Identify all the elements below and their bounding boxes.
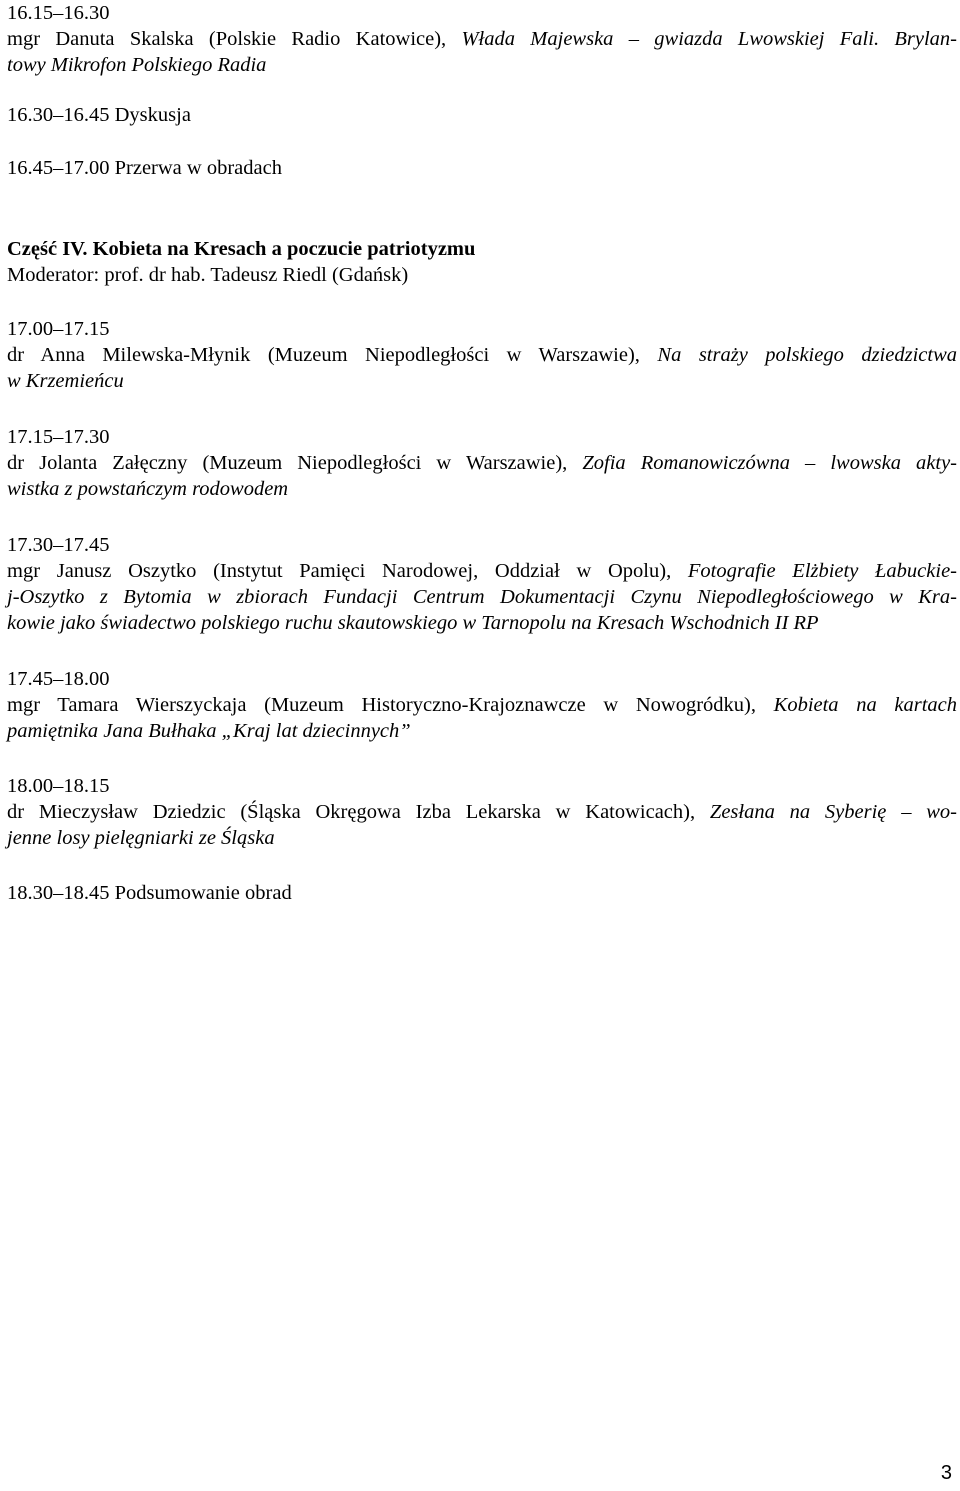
talk-title-continued: towy Mikrofon Polskiego Radia — [7, 54, 267, 76]
program-item — [7, 0, 959, 78]
program-item-description — [7, 342, 957, 368]
program-item-summary — [7, 880, 959, 906]
talk-title-continued: pamiętnika Jana Bułhaka „Kraj lat dziecinnych” — [7, 720, 411, 742]
section-title — [7, 236, 959, 262]
program-item — [7, 773, 959, 851]
program-item-description-end — [7, 610, 959, 636]
program-item — [7, 666, 959, 744]
program-item — [7, 532, 959, 636]
program-item-text: 18.30–18.45 Podsumowanie obrad — [7, 882, 292, 904]
section-header — [7, 236, 959, 288]
speaker-and-affiliation: dr Anna Milewska-Młynik (Muzeum Niepodległości w Warszawie), — [7, 344, 658, 366]
speaker-and-affiliation: mgr Tamara Wierszyckaja (Muzeum Historyczno-Krajoznawcze w Nowogródku), — [7, 694, 774, 716]
section-number: Część IV. — [7, 238, 88, 260]
program-item-description-continued — [7, 52, 959, 78]
speaker-and-affiliation: dr Jolanta Załęczny (Muzeum Niepodległości w Warszawie), — [7, 452, 583, 474]
talk-title-continued: wistka z powstańczym rodowodem — [7, 478, 289, 500]
program-item-break — [7, 155, 959, 181]
program-item-time: 16.15–16.30 — [7, 2, 110, 24]
program-item — [7, 424, 959, 502]
talk-title: Kobieta na kartach — [773, 694, 957, 716]
program-item-description — [7, 450, 957, 476]
talk-title-continued: jenne losy pielęgniarki ze Śląska — [7, 827, 275, 849]
program-item-description-continued — [7, 476, 959, 502]
program-item-time: 18.00–18.15 — [7, 775, 110, 797]
program-item-description-continued — [7, 718, 959, 744]
talk-title-continued: w Krzemieńcu — [7, 370, 124, 392]
program-item-discussion — [7, 102, 959, 128]
program-item — [7, 316, 959, 394]
talk-title: Na straży polskiego dziedzictwa — [657, 344, 957, 366]
program-item-description-continued — [7, 584, 957, 610]
talk-title: Fotografie Elżbiety Łabuckie- — [687, 560, 957, 582]
talk-title: Zofia Romanowiczówna – lwowska akty- — [582, 452, 958, 474]
section-topic: Kobieta na Kresach a poczucie patriotyzmu — [87, 238, 476, 260]
program-item-time: 17.45–18.00 — [7, 668, 110, 690]
program-item-time: 17.30–17.45 — [7, 534, 110, 556]
speaker-and-affiliation: dr Mieczysław Dziedzic (Śląska Okręgowa Izba Lekarska w Katowicach), — [7, 801, 710, 823]
talk-title: Zesłana na Syberię – wo- — [709, 801, 957, 823]
program-item-text: 16.30–16.45 Dyskusja — [7, 104, 191, 126]
program-item-time: 17.00–17.15 — [7, 318, 110, 340]
talk-title: Włada Majewska – gwiazda Lwowskiej Fali. Brylan- — [461, 28, 957, 50]
program-item-text: 16.45–17.00 Przerwa w obradach — [7, 157, 282, 179]
speaker-and-affiliation: mgr Janusz Oszytko (Instytut Pamięci Narodowej, Oddział w Opolu), — [7, 560, 688, 582]
speaker-and-affiliation: mgr Danuta Skalska (Polskie Radio Katowice), — [7, 28, 462, 50]
program-item-description — [7, 26, 957, 52]
talk-title-end: kowie jako świadectwo polskiego ruchu skautowskiego w Tarnopolu na Kresach Wschodnich II RP — [7, 612, 819, 634]
section-moderator: Moderator: prof. dr hab. Tadeusz Riedl (Gdańsk) — [7, 264, 409, 286]
talk-title-continued: j-Oszytko z Bytomia w zbiorach Fundacji Centrum Dokumentacji Czynu Niepodległościowego w Kra- — [7, 586, 957, 608]
program-item-description — [7, 692, 957, 718]
program-item-description-continued — [7, 368, 959, 394]
program-item-description — [7, 799, 957, 825]
page-number: 3 — [940, 1462, 952, 1484]
program-item-description-continued — [7, 825, 959, 851]
program-item-time: 17.15–17.30 — [7, 426, 110, 448]
program-item-description — [7, 558, 957, 584]
